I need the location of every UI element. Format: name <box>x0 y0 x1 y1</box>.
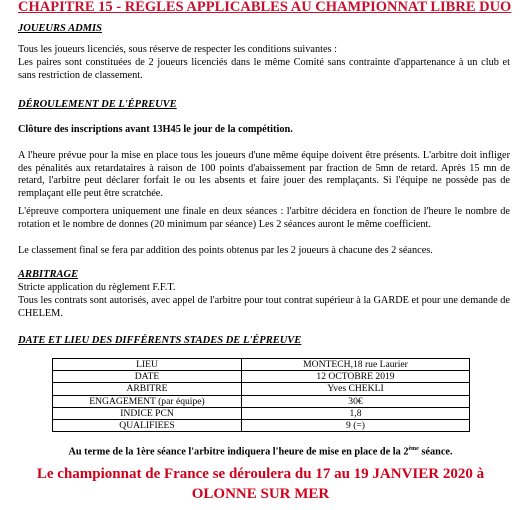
footnote-end: séance. <box>418 446 453 458</box>
arbitrage-paragraph-2: Tous les contrats sont autorisés, avec appel de l'arbitre pour tout contrat supérieur à la GARDE et pour une demande de CHELEM. <box>18 295 510 319</box>
joueurs-paragraph-2: Les paires sont constituées de 2 joueurs licenciés dans le même Comité sans contrainte d'appartenance à un club et sans restriction de classement. <box>18 57 510 81</box>
section-heading-date-lieu: DATE ET LIEU DES DIFFÉRENTS STADES DE L'ÉPREUVE <box>18 335 302 346</box>
table-row <box>53 407 470 419</box>
table-cell-label: ARBITRE <box>53 383 242 395</box>
section-heading-deroulement: DÉROULEMENT DE L'ÉPREUVE <box>18 99 177 110</box>
table-cell-label: ENGAGEMENT (par équipe) <box>53 395 242 407</box>
info-table <box>52 358 470 432</box>
table-cell-value: 12 OCTOBRE 2019 <box>242 371 470 383</box>
table-cell-value: 9 (=) <box>242 419 470 431</box>
final-announcement-line-1: Le championnat de France se déroulera du 17 au 19 JANVIER 2020 à <box>36 466 485 482</box>
table-cell-label: DATE <box>53 371 242 383</box>
table-row <box>53 371 470 383</box>
joueurs-paragraph-1: Tous les joueurs licenciés, sous réserve de respecter les conditions suivantes : <box>18 44 337 55</box>
cloture-inscriptions: Clôture des inscriptions avant 13H45 le jour de la compétition. <box>18 124 293 135</box>
table-cell-value: 1,8 <box>242 407 470 419</box>
table-row <box>53 359 470 371</box>
footnote-superscript: ème <box>408 446 419 452</box>
table-cell-label: INDICE PCN <box>53 407 242 419</box>
table-cell-value: 30€ <box>242 395 470 407</box>
table-row <box>53 383 470 395</box>
final-announcement-line-2: OLONNE SUR MER <box>191 486 330 502</box>
table-cell-value: MONTECH,18 rue Laurier <box>242 359 470 371</box>
deroulement-paragraph-2: L'épreuve comportera uniquement une finale en deux séances : l'arbitre décidera en fonction de l'heure le nombre de rotation et le nombre de donnes (20 minimum par séance) Les 2 séances auront le même coefficient. <box>18 206 510 230</box>
section-heading-joueurs: JOUEURS ADMIS <box>18 23 102 34</box>
section-heading-arbitrage: ARBITRAGE <box>18 269 79 280</box>
arbitrage-paragraph-1: Stricte application du règlement F.F.T. <box>18 282 176 293</box>
table-cell-label: LIEU <box>53 359 242 371</box>
footnote-seance <box>0 443 521 458</box>
deroulement-paragraph-3: Le classement final se fera par addition des points obtenus par les 2 joueurs à chacune des 2 séances. <box>18 245 433 256</box>
page-title: CHAPITRE 15 - RÈGLES APPLICABLES AU CHAMPIONNAT LIBRE DUO <box>18 0 512 15</box>
table-cell-value: Yves CHEKLI <box>242 383 470 395</box>
table-row <box>53 419 470 431</box>
deroulement-paragraph-1: A l'heure prévue pour la mise en place tous les joueurs d'une même équipe doivent être présents. L'arbitre doit infliger des pénalités aux retardataires à raison de 100 points d'abaissement par fraction de 5mn de retard. Après 15 mn de retard, l'arbitre peut déclarer forfait le ou les absents et faire jouer des remplaçants. Si l'équipe ne possède pas de remplaçant elle peut être scratchée. <box>18 150 510 199</box>
table-cell-label: QUALIFIEES <box>53 419 242 431</box>
table-row <box>53 395 470 407</box>
footnote-text: Au terme de la 1ère séance l'arbitre indiquera l'heure de mise en place de la 2 <box>68 446 409 458</box>
